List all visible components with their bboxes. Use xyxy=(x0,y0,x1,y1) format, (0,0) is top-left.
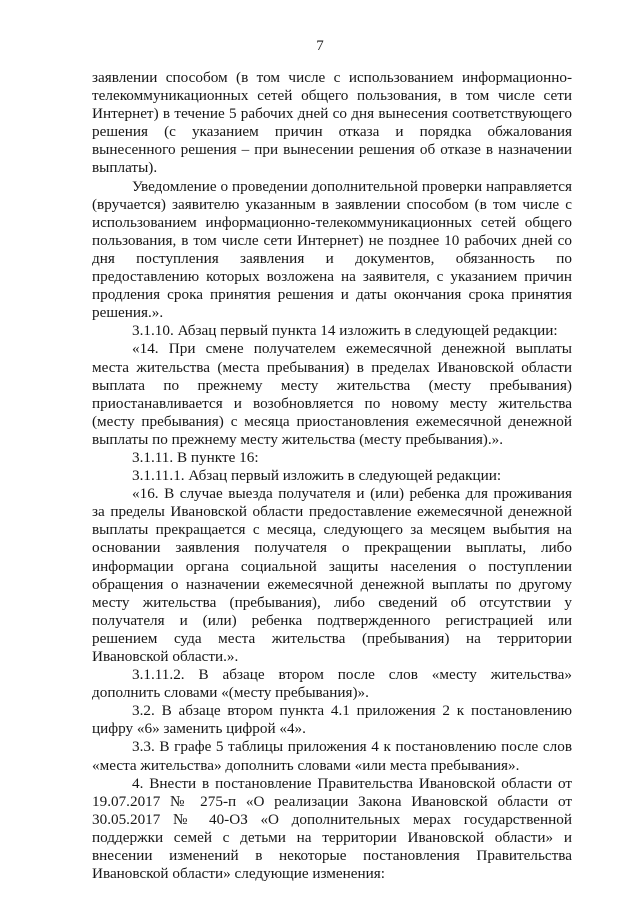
paragraph-3-1-11: 3.1.11. В пункте 16: xyxy=(132,448,259,466)
paragraph-3-1-11-2: 3.1.11.2. В абзаце втором после слов «месту жительства» дополнить словами «(месту пребывания)». xyxy=(92,666,572,702)
paragraph-point-14: «14. При смене получателем ежемесячной денежной выплаты места жительства (места пребывания) в пределах Ивановской области выплата по прежнему месту жительства (месту пребывания) приостанавливается и возобновляется по новому месту жительства (месту пребывания) с месяца приостановления ежемесячной денежной выплаты по прежнему месту жительства (месту пребывания).». xyxy=(92,340,572,448)
document-body xyxy=(92,69,572,883)
paragraph-3-3: 3.3. В графе 5 таблицы приложения 4 к постановлению после слов «места жительства» дополнить словами «или места пребывания». xyxy=(92,738,572,774)
paragraph-point-16: «16. В случае выезда получателя и (или) ребенка для проживания за пределы Ивановской области предоставление ежемесячной денежной выплаты прекращается с месяца, следующего за месяцем выбытия на основании заявления получателя о прекращении выплаты, либо информации органа социальной защиты населения о поступлении обращения о назначении ежемесячной денежной выплаты по другому месту жительства (пребывания), либо сведений об отсутствии у получателя и (или) ребенка подтвержденного регистрацией или решением суда места жительства (пребывания) на территории Ивановской области.». xyxy=(92,485,572,665)
paragraph-3-2: 3.2. В абзаце втором пункта 4.1 приложения 2 к постановлению цифру «6» заменить цифрой «4». xyxy=(92,702,572,738)
paragraph-3-1-10: 3.1.10. Абзац первый пункта 14 изложить в следующей редакции: xyxy=(132,322,558,340)
paragraph-notification: Уведомление о проведении дополнительной проверки направляется (вручается) заявителю указанным в заявлении способом (в том числе с использованием информационно-телекоммуникационных сетей общего пользования, в том числе сети Интернет) не позднее 10 рабочих дней со дня поступления заявления и документов, обязанность по предоставлению которых возложена на заявителя, с указанием причин продления срока принятия решения и даты окончания срока принятия решения.». xyxy=(92,177,572,322)
paragraph-3-1-11-1: 3.1.11.1. Абзац первый изложить в следующей редакции: xyxy=(132,467,502,485)
paragraph-continuation: заявлении способом (в том числе с использованием информационно-телекоммуникационных сетей общего пользования, в том числе сети Интернет) в течение 5 рабочих дней со дня вынесения соответствующего решения (с указанием причин отказа и порядка обжалования вынесенного решения – при вынесении решения об отказе в назначении выплаты). xyxy=(92,69,572,177)
paragraph-4: 4. Внести в постановление Правительства Ивановской области от 19.07.2017 № 275-п «О реализации Закона Ивановской области от 30.05.2017 № 40-ОЗ «О дополнительных мерах государственной поддержки семей с детьми на территории Ивановской области» и внесении изменений в некоторые постановления Правительства Ивановской области» следующие изменения: xyxy=(92,774,572,883)
page-number: 7 xyxy=(316,38,324,54)
